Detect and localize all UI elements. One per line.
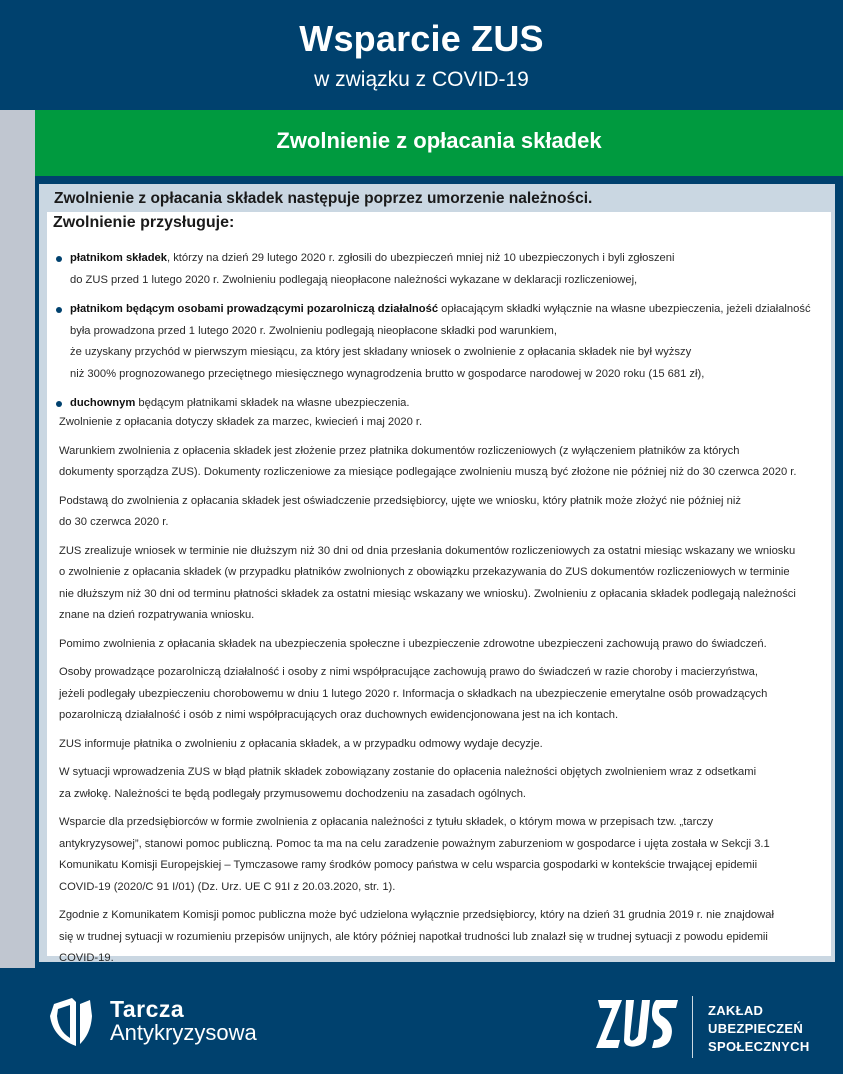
paragraph bbox=[59, 441, 829, 484]
paragraph-line: Osoby prowadzące pozarolniczą działalność i osoby z nimi współpracujące zachowują prawo do świadczeń w razie choroby i macierzyństwa, bbox=[59, 666, 758, 678]
paragraph-line: Zgodnie z Komunikatem Komisji pomoc publiczna może być udzielona wyłącznie przedsiębiorcy, który na dzień 31 grudnia 2019 r. nie znajdował bbox=[59, 909, 774, 921]
paragraph-line: o zwolnienie z opłacania składek (w przypadku płatników zwolnionych z obowiązku przekazywania do ZUS dokumentów rozliczeniowych w terminie bbox=[59, 566, 790, 578]
page-title: Wsparcie ZUS bbox=[299, 18, 544, 59]
zus-name-line: UBEZPIECZEŃ bbox=[708, 1021, 804, 1036]
paragraph-line: W sytuacji wprowadzenia ZUS w błąd płatnik składek zobowiązany zostanie do opłacenia należności objętych zwolnieniem wraz z odsetkami bbox=[59, 766, 757, 778]
list-item-line bbox=[70, 364, 827, 386]
lead-text: Zwolnienie z opłacania składek następuje poprzez umorzenie należności. bbox=[54, 190, 593, 207]
header bbox=[0, 0, 843, 110]
paragraph-line: COVID-19. bbox=[59, 952, 114, 964]
logo-divider bbox=[692, 996, 693, 1058]
tarcza-logo bbox=[46, 996, 286, 1048]
paragraph-line: Zwolnienie z opłacania dotyczy składek za marzec, kwiecień i maj 2020 r. bbox=[59, 416, 423, 428]
paragraph-line: znane na dzień rozpatrywania wniosku. bbox=[59, 609, 255, 621]
paragraph-line: dokumenty sporządza ZUS). Dokumenty rozliczeniowe za miesiące podlegające zwolnieniu muszą być złożone nie później niż do 30 czerwca 2020 r. bbox=[59, 466, 797, 478]
paragraph-line: jeżeli podlegały ubezpieczeniu chorobowemu w dniu 1 lutego 2020 r. Informacja o składkach na ubezpieczenie emerytalne osób prowadzących bbox=[59, 687, 768, 700]
list-item-text: opłacającym składki wyłącznie na własne ubezpieczenia, jeżeli działalność bbox=[438, 303, 811, 315]
tarcza-title: Tarcza bbox=[110, 996, 185, 1022]
bullet-icon bbox=[56, 307, 62, 313]
paragraph bbox=[59, 762, 829, 805]
paragraph-line: ZUS informuje płatnika o zwolnieniu z opłacania składek, a w przypadku odmowy wydaje decyzje. bbox=[59, 737, 543, 750]
section-title: Zwolnienie z opłacania składek bbox=[276, 128, 602, 153]
paragraph-line: Warunkiem zwolnienia z opłacenia składek jest złożenie przez płatnika dokumentów rozliczeniowych (z wyłączeniem płatników za których bbox=[59, 444, 740, 457]
paragraph bbox=[59, 491, 829, 534]
list-item-bold: płatnikom będącym osobami prowadzącymi pozarolniczą działalność bbox=[70, 303, 439, 315]
paragraphs bbox=[59, 412, 829, 977]
paragraph-line: do 30 czerwca 2020 r. bbox=[59, 516, 169, 528]
paragraph bbox=[59, 662, 829, 727]
paragraph-line: za zwłokę. Należności te będą podlegały przymusowemu dochodzeniu na zasadach ogólnych. bbox=[59, 787, 527, 800]
paragraph bbox=[59, 541, 829, 627]
list-item-bold: duchownym bbox=[70, 397, 136, 409]
content-panel bbox=[39, 184, 835, 962]
list-item-text: będącym płatnikami składek na własne ubezpieczenia. bbox=[135, 397, 410, 409]
eligible-heading: Zwolnienie przysługuje: bbox=[53, 214, 235, 231]
paragraph bbox=[59, 412, 829, 434]
list-item-text: , którzy na dzień 29 lutego 2020 r. zgłosili do ubezpieczeń mniej niż 10 ubezpieczonych i byli zgłoszeni bbox=[167, 252, 675, 264]
list-item-bold: płatnikom składek bbox=[70, 252, 167, 264]
paragraph bbox=[59, 634, 829, 656]
paragraph-line: Komunikatu Komisji Europejskiej – Tymczasowe ramy środków pomocy państwa w celu wsparcia gospodarki w kontekście trwającej epidemii bbox=[59, 859, 758, 871]
paragraph-line: pozarolniczą działalność i osób z nimi współpracujących oraz duchownych ewidencjonowana jest na ich kontach. bbox=[59, 709, 619, 721]
list-item-line bbox=[70, 270, 827, 292]
page-subtitle: w związku z COVID-19 bbox=[314, 68, 529, 91]
paragraph-line: Wsparcie dla przedsiębiorców w formie zwolnienia z opłacania należności z tytułu składek, o którym mowa w przepisach tzw. „tarczy bbox=[59, 816, 714, 828]
list-item-line bbox=[70, 321, 827, 343]
list-item-line bbox=[70, 299, 827, 321]
section-band bbox=[35, 110, 843, 176]
zus-name-line: SPOŁECZNYCH bbox=[708, 1039, 810, 1054]
footer bbox=[0, 968, 843, 1074]
list-item bbox=[47, 299, 827, 385]
list-item-line bbox=[70, 342, 827, 364]
zus-name bbox=[708, 1002, 810, 1056]
tarcza-subtitle: Antykryzysowa bbox=[110, 1020, 257, 1045]
content-body bbox=[47, 212, 831, 964]
list-item-text: do ZUS przed 1 lutego 2020 r. Zwolnieniu podlegają nieopłacone należności wykazane w deklaracji rozliczeniowej, bbox=[70, 273, 638, 286]
list-item-text: niż 300% prognozowanego przeciętnego miesięcznego wynagrodzenia brutto w gospodarce narodowej w 2020 roku (15 681 zł), bbox=[70, 367, 705, 380]
paragraph-line: COVID-19 (2020/C 91 I/01) (Dz. Urz. UE C 91I z 20.03.2020, str. 1). bbox=[59, 880, 396, 893]
list-item-text: że uzyskany przychód w pierwszym miesiącu, za który jest składany wniosek o zwolnienie z opłacania składek nie był wyższy bbox=[70, 346, 692, 358]
side-strip bbox=[0, 110, 35, 968]
zus-logo bbox=[596, 990, 826, 1060]
bullet-icon bbox=[56, 256, 62, 262]
paragraph-line: Podstawą do zwolnienia z opłacania składek jest oświadczenie przedsiębiorcy, ujęte we wniosku, który płatnik może złożyć nie później niż bbox=[59, 494, 741, 507]
zus-logo-mark bbox=[596, 996, 680, 1054]
list-item bbox=[47, 248, 827, 291]
paragraph bbox=[59, 734, 829, 756]
paragraph bbox=[59, 812, 829, 898]
paragraph-line: antykryzysowej”, stanowi pomoc publiczną. Pomoc ta ma na celu zaradzenie poważnym zaburzeniom w gospodarce i ujęta została w Sekcji 3.1 bbox=[59, 837, 770, 850]
list-item-line bbox=[70, 248, 827, 270]
eligibility-list bbox=[47, 248, 827, 423]
list-item-text: była prowadzona przed 1 lutego 2020 r. Zwolnieniu podlegają nieopłacone składki pod warunkiem, bbox=[70, 324, 557, 337]
paragraph bbox=[59, 905, 829, 970]
paragraph-line: się w trudnej sytuacji w rozumieniu przepisów unijnych, ale który później napotkał trudności lub znalazł się w trudnej sytuacji z powodu epidemii bbox=[59, 930, 768, 943]
shield-icon bbox=[46, 996, 96, 1048]
zus-name-line: ZAKŁAD bbox=[708, 1003, 764, 1018]
paragraph-line: ZUS zrealizuje wniosek w terminie nie dłuższym niż 30 dni od dnia przesłania dokumentów rozliczeniowych za ostatni miesiąc wskazany we wniosku bbox=[59, 544, 796, 557]
bullet-icon bbox=[56, 401, 62, 407]
paragraph-line: nie dłuższym niż 30 dni od terminu płatności składek za ostatni miesiąc wskazany we wniosku). Zwolnieniu z opłacania składek podlegają należności bbox=[59, 587, 796, 600]
paragraph-line: Pomimo zwolnienia z opłacania składek na ubezpieczenia społeczne i ubezpieczenie zdrowotne ubezpieczeni zachowują prawo do świadczeń. bbox=[59, 637, 767, 650]
